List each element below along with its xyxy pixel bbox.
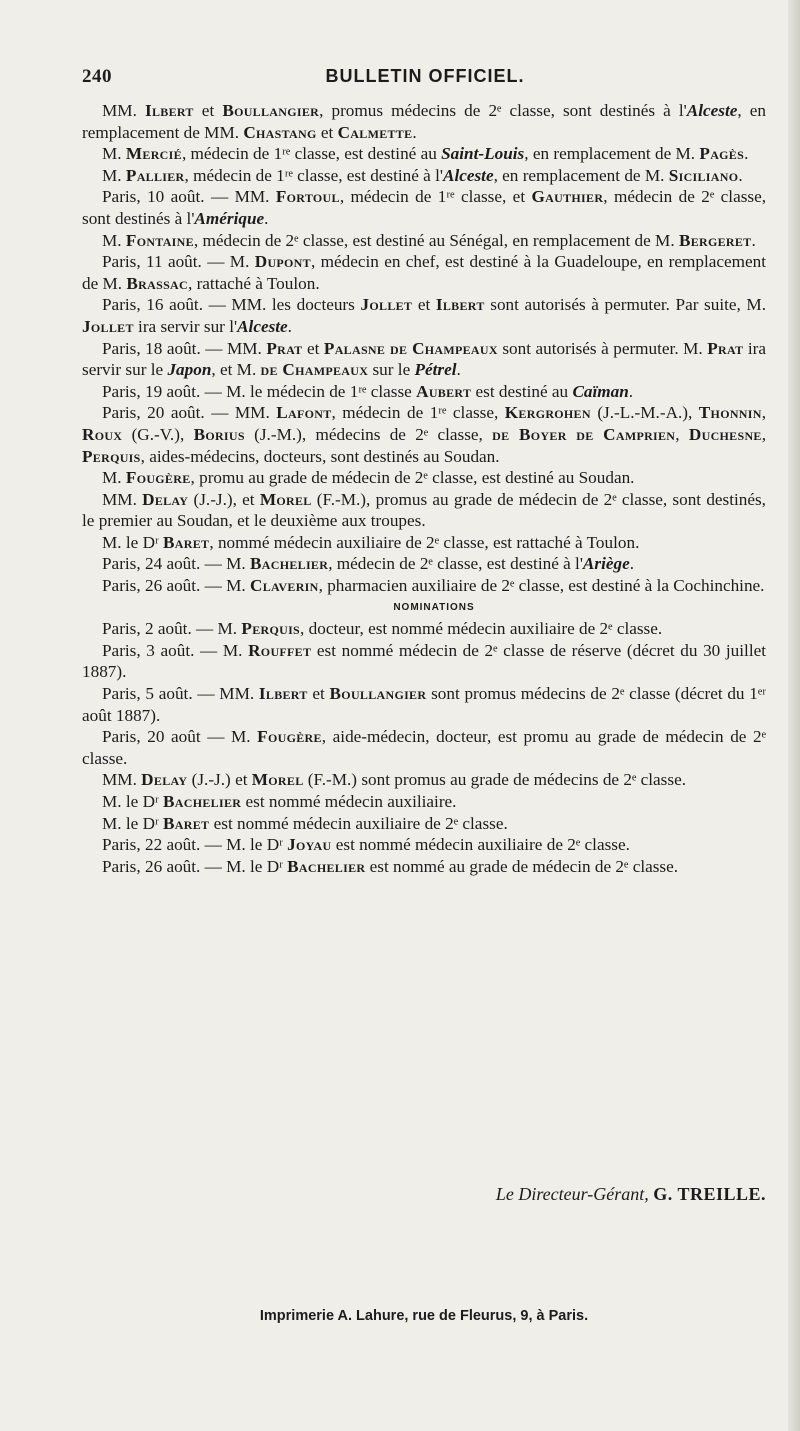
text-run: Paris, 22 août. — M. le Dʳ	[102, 835, 288, 855]
text-run: (F.-M.) sont promus au grade de médecins de 2ᵉ classe.	[303, 770, 686, 790]
text-run: M.	[102, 144, 126, 164]
person-name: Fougère	[125, 468, 191, 488]
text-run: .	[744, 144, 749, 164]
text-run: M. le Dʳ	[102, 532, 164, 552]
ship-name: Alceste	[237, 316, 288, 336]
text-run: sur le	[368, 360, 415, 380]
text-run: .	[629, 554, 634, 574]
person-name: Bachelier	[250, 554, 329, 574]
paragraph	[82, 294, 766, 337]
text-run: est nommé médecin auxiliaire de 2ᵉ classe.	[331, 835, 630, 855]
text-run: , en remplacement de M.	[524, 144, 700, 164]
text-run: .	[456, 360, 461, 380]
text-run: , docteur, est nommé médecin auxiliaire de 2ᵉ classe.	[300, 619, 663, 639]
text-run: M.	[102, 165, 126, 185]
text-run: .	[628, 381, 634, 401]
person-name: Bachelier	[287, 856, 366, 876]
paragraph	[82, 640, 766, 683]
text-run: Paris, 26 août. — M.	[102, 576, 250, 596]
text-run: , médecin en chef, est destiné à la Guadeloupe, en remplacement de M.	[82, 252, 766, 293]
text-run: sont promus médecins de 2ᵉ classe (décret du 1ᵉʳ août 1887).	[82, 684, 766, 725]
text-run: , en remplacement de M.	[493, 165, 669, 185]
paragraph	[82, 834, 766, 856]
paragraph	[82, 769, 766, 791]
person-name: Dupont	[254, 252, 311, 272]
person-name: Ilbert	[144, 101, 194, 120]
text-run: est nommé médecin auxiliaire de 2ᵉ classe.	[209, 813, 508, 833]
text-run: Paris, 3 août. — M.	[102, 640, 249, 660]
text-run: est destiné au	[471, 381, 573, 401]
text-run: , médecin de 1ʳᵉ classe, est destiné au	[181, 144, 442, 164]
text-run: (J.-J.) et	[187, 770, 252, 790]
person-name: de Boyer de Camprien	[492, 424, 676, 444]
text-run: .	[751, 230, 756, 250]
person-name: Ilbert	[258, 684, 308, 704]
person-name: Delay	[141, 770, 188, 790]
text-run: , en remplacement de MM.	[82, 101, 766, 142]
text-run: Paris, 20 août — M.	[102, 727, 258, 747]
text-run: , promus médecins de 2ᵉ classe, sont destinés à l'	[319, 101, 687, 120]
text-run: Paris, 26 août. — M. le Dʳ	[102, 856, 288, 876]
person-name: Prat	[707, 338, 744, 358]
person-name: Bachelier	[163, 792, 242, 811]
ship-name: Amérique	[194, 208, 265, 228]
text-run: ,	[761, 403, 766, 423]
text-run: est nommé médecin auxiliaire.	[241, 792, 457, 811]
text-run: Paris, 10 août. — MM.	[102, 187, 276, 207]
text-run: , promu au grade de médecin de 2ᵉ classe, est destiné au Soudan.	[190, 468, 635, 488]
section-title: NOMINATIONS	[393, 601, 475, 613]
person-name: Pallier	[125, 165, 185, 185]
text-run: .	[264, 208, 269, 228]
text-run: ira servir sur le	[82, 338, 767, 380]
person-name: Lafont	[276, 403, 332, 423]
signature	[82, 1184, 766, 1205]
text-run: .	[738, 165, 743, 185]
person-name: Jollet	[360, 295, 413, 315]
text-run: , médecin de 1ʳᵉ classe, est destiné à l'	[184, 165, 443, 185]
person-name: Rouffet	[248, 640, 312, 660]
text-run: M.	[102, 230, 126, 250]
paragraph	[82, 230, 766, 252]
person-name: de Champeaux	[260, 360, 369, 380]
person-name: Brassac	[126, 273, 188, 293]
paragraph	[82, 726, 766, 769]
person-name: Boullangier	[222, 101, 320, 120]
text-run: M. le Dʳ	[102, 792, 164, 811]
page-header	[82, 66, 768, 96]
text-run: .	[287, 316, 292, 336]
paragraph	[82, 143, 766, 165]
appointments-section	[82, 100, 766, 597]
text-run: , médecin de 2ᵉ classe, est destiné au Sénégal, en remplacement de M.	[193, 230, 679, 250]
person-name: Gauthier	[531, 187, 604, 207]
text-run: Paris, 11 août. — M.	[102, 252, 255, 272]
text-run: M. le Dʳ	[102, 813, 164, 833]
text-run: .	[412, 122, 417, 142]
text-run: , médecin de 2ᵉ classe, sont destinés à l'	[82, 187, 767, 228]
person-name: Siciliano	[668, 165, 739, 185]
person-name: Fougère	[257, 727, 322, 747]
paragraph	[82, 553, 766, 575]
text-run: , rattaché à Toulon.	[187, 273, 320, 293]
paragraph	[82, 186, 766, 229]
paragraph	[82, 381, 766, 403]
text-run: , aides-médecins, docteurs, sont destinés au Soudan.	[140, 446, 500, 466]
text-run: , médecin de 1ʳᵉ classe, et	[339, 187, 532, 207]
text-run: MM.	[102, 101, 145, 120]
person-name: Palasne de Champeaux	[323, 338, 498, 358]
text-run: , médecin de 1ʳᵉ classe,	[331, 403, 505, 423]
text-run: ira servir sur l'	[133, 316, 238, 336]
paragraph	[82, 791, 766, 813]
person-name: Jollet	[82, 316, 134, 336]
person-name: Bergeret	[678, 230, 752, 250]
person-name: Delay	[142, 489, 189, 509]
person-name: Morel	[259, 489, 312, 509]
page-number: 240	[82, 66, 112, 87]
text-run: et	[316, 122, 338, 142]
ship-name: Caïman	[572, 381, 629, 401]
paragraph	[82, 618, 766, 640]
paragraph	[82, 489, 766, 532]
signature-role: Le Directeur-Gérant,	[495, 1184, 649, 1204]
text-run: MM.	[102, 489, 143, 509]
text-run: est nommé médecin de 2ᵉ classe de réserve (décret du 30 juillet 1887).	[82, 640, 767, 682]
text-run: MM.	[102, 770, 142, 790]
text-run: ,	[761, 424, 767, 444]
person-name: Pagès	[699, 144, 745, 164]
ship-name: Ariège	[582, 554, 630, 574]
text-run: Paris, 16 août. — MM. les docteurs	[102, 295, 361, 315]
person-name: Thonnin	[698, 403, 762, 423]
person-name: Joyau	[287, 835, 332, 855]
person-name: Duchesne	[688, 424, 762, 444]
person-name: Roux	[82, 424, 123, 444]
text-run: , aide-médecin, docteur, est promu au grade de médecin de 2ᵉ classe.	[82, 727, 767, 768]
text-run: et	[193, 101, 223, 120]
text-run: (F.-M.), promus au grade de médecin de 2ᵉ classe, sont destinés, le premier au Soudan, et le deuxième aux troupes.	[82, 489, 766, 531]
nominations-section	[82, 618, 766, 877]
text-run: sont autorisés à permuter. Par suite, M.	[484, 295, 767, 315]
text-run: (J.-J.), et	[188, 489, 260, 509]
text-run: et	[302, 338, 324, 358]
person-name: Calmette	[337, 122, 413, 142]
text-run: , et M.	[211, 360, 261, 380]
page-edge-shadow	[788, 0, 800, 1431]
text-run: , pharmacien auxiliaire de 2ᵉ classe, est destiné à la Cochinchine.	[318, 576, 765, 596]
paragraph	[82, 165, 766, 187]
person-name: Boullangier	[329, 684, 427, 704]
person-name: Chastang	[243, 122, 317, 142]
ship-name: Saint-Louis	[441, 144, 525, 164]
paragraph	[82, 467, 766, 489]
person-name: Baret	[163, 813, 210, 833]
person-name: Claverin	[250, 576, 319, 596]
text-run: Paris, 5 août. — MM.	[102, 684, 259, 704]
paragraph	[82, 856, 766, 878]
paragraph	[82, 813, 766, 835]
text-run: Paris, 24 août. — M.	[102, 554, 250, 574]
text-run: est nommé au grade de médecin de 2ᵉ classe.	[365, 856, 679, 876]
text-run: et	[307, 684, 330, 704]
person-name: Perquis	[241, 619, 301, 639]
person-name: Prat	[266, 338, 303, 358]
paragraph	[82, 100, 766, 143]
paragraph	[82, 402, 766, 467]
person-name: Mercié	[125, 144, 182, 164]
text-run: sont autorisés à permuter. M.	[497, 338, 708, 358]
paragraph	[82, 338, 766, 381]
paragraph	[82, 683, 766, 726]
person-name: Borius	[193, 424, 245, 444]
text-run: , médecin de 2ᵉ classe, est destiné à l'	[328, 554, 583, 574]
ship-name: Pétrel	[414, 360, 457, 380]
ship-name: Alceste	[686, 101, 738, 120]
text-run: (J.-L.-M.-A.),	[590, 403, 699, 423]
person-name: Morel	[251, 770, 304, 790]
person-name: Aubert	[416, 381, 472, 401]
text-run: Paris, 2 août. — M.	[102, 619, 242, 639]
text-run: M.	[102, 468, 126, 488]
text-run: (G.-V.),	[122, 424, 194, 444]
signature-name: G. TREILLE.	[653, 1184, 766, 1204]
person-name: Ilbert	[435, 295, 485, 315]
paragraph	[82, 251, 766, 294]
text-run: , nommé médecin auxiliaire de 2ᵉ classe, est rattaché à Toulon.	[209, 532, 640, 552]
text-run: Paris, 18 août. — MM.	[102, 338, 267, 358]
text-run: ,	[675, 424, 689, 444]
person-name: Fontaine	[125, 230, 194, 250]
text-run: (J.-M.), médecins de 2ᵉ classe,	[244, 424, 493, 444]
text-run: Paris, 19 août. — M. le médecin de 1ʳᵉ classe	[102, 381, 417, 401]
person-name: Kergrohen	[504, 403, 591, 423]
text-run: Paris, 20 août. — MM.	[102, 403, 277, 423]
person-name: Fortoul	[275, 187, 340, 207]
imprint-line: Imprimerie A. Lahure, rue de Fleurus, 9, à Paris.	[259, 1308, 589, 1324]
person-name: Baret	[163, 532, 210, 552]
running-title: BULLETIN OFFICIEL.	[325, 66, 525, 86]
ship-name: Alceste	[442, 165, 494, 185]
paragraph	[82, 532, 766, 554]
ship-name: Japon	[167, 360, 212, 380]
text-run: et	[412, 295, 436, 315]
person-name: Perquis	[82, 446, 141, 466]
body-text	[82, 100, 766, 877]
paragraph	[82, 575, 766, 597]
